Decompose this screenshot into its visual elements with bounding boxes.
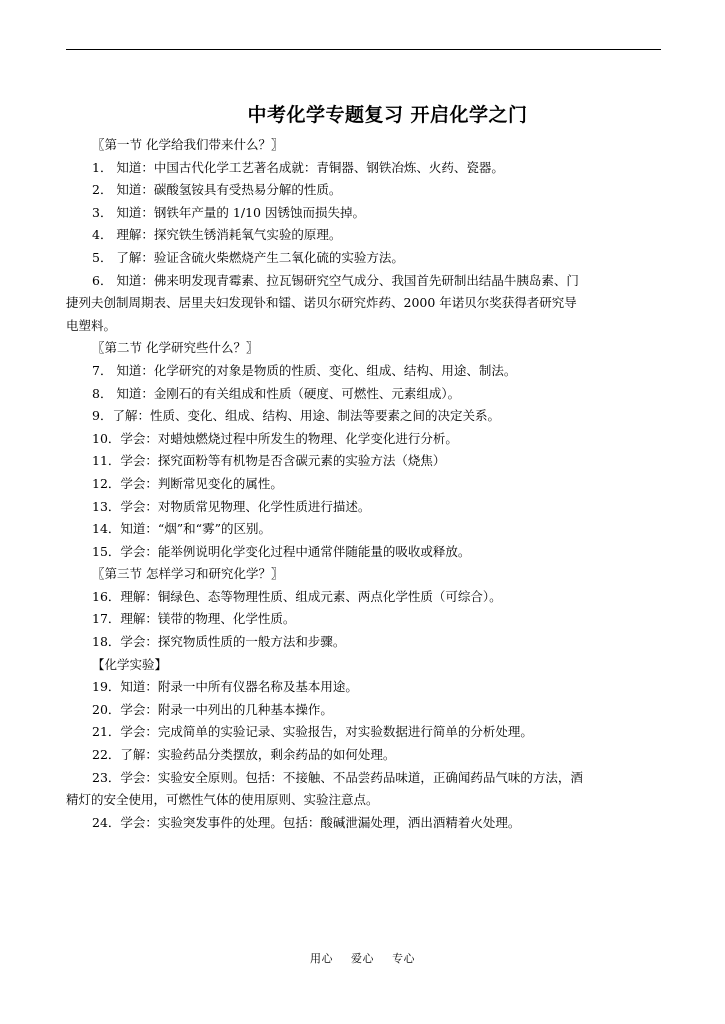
list-item: 24．学会：实验突发事件的处理。包括：酸碱泄漏处理，洒出酒精着火处理。 <box>92 814 521 830</box>
list-item: 23．学会：实验安全原则。包括：不接触、不品尝药品味道，正确闻药品气味的方法，酒 <box>92 769 583 785</box>
list-item: 17．理解：镁带的物理、化学性质。 <box>92 611 296 627</box>
list-item-continuation: 精灯的安全使用，可燃性气体的使用原则、实验注意点。 <box>66 792 379 808</box>
list-item: 5． 了解：验证含硫火柴燃烧产生二氧化硫的实验方法。 <box>92 249 404 265</box>
section-heading-3: 〖第三节 怎样学习和研究化学？〗 <box>92 566 284 582</box>
list-item: 2． 知道：碳酸氢铵具有受热易分解的性质。 <box>92 182 342 198</box>
section-heading-experiment: 【化学实验】 <box>92 656 168 672</box>
list-item: 16．理解：铜绿色、态等物理性质、组成元素、两点化学性质（可综合）。 <box>92 588 502 604</box>
list-item: 3． 知道：钢铁年产量的 1/10 因锈蚀而损失掉。 <box>92 204 365 220</box>
list-item: 22．了解：实验药品分类摆放，剩余药品的如何处理。 <box>92 747 396 763</box>
list-item: 19．知道：附录一中所有仪器名称及基本用途。 <box>92 679 358 695</box>
list-item: 18．学会：探究物质性质的一般方法和步骤。 <box>92 634 346 650</box>
list-item: 12．学会：判断常见变化的属性。 <box>92 475 283 491</box>
list-item-continuation: 电塑料。 <box>66 317 117 333</box>
list-item: 13．学会：对物质常见物理、化学性质进行描述。 <box>92 498 371 514</box>
list-item: 6． 知道：佛来明发现青霉素、拉瓦锡研究空气成分、我国首先研制出结晶牛胰岛素、门 <box>92 272 579 288</box>
section-heading-2: 〖第二节 化学研究些什么？〗 <box>92 340 259 356</box>
list-item: 15．学会：能举例说明化学变化过程中通常伴随能量的吸收或释放。 <box>92 543 471 559</box>
list-item: 21．学会：完成简单的实验记录、实验报告，对实验数据进行简单的分析处理。 <box>92 724 533 740</box>
section-heading-1: 〖第一节 化学给我们带来什么？〗 <box>92 137 284 152</box>
page-footer: 用心 爱心 专心 <box>310 952 415 965</box>
header-rule <box>66 49 661 50</box>
list-item: 9．了解：性质、变化、组成、结构、用途、制法等要素之间的决定关系。 <box>92 408 500 424</box>
list-item: 11．学会：探究面粉等有机物是否含碳元素的实验方法（烧焦） <box>92 453 446 469</box>
list-item: 20．学会：附录一中列出的几种基本操作。 <box>92 701 333 717</box>
list-item: 1． 知道：中国古代化学工艺著名成就：青铜器、钢铁冶炼、火药、瓷器。 <box>92 159 504 175</box>
list-item: 14．知道：“烟”和“雾”的区别。 <box>92 521 271 537</box>
list-item: 7． 知道：化学研究的对象是物质的性质、变化、组成、结构、用途、制法。 <box>92 362 517 378</box>
list-item: 4． 理解：探究铁生锈消耗氧气实验的原理。 <box>92 227 342 243</box>
page-title: 中考化学专题复习 开启化学之门 <box>247 104 528 126</box>
list-item-continuation: 捷列夫创制周期表、居里夫妇发现钋和镭、诺贝尔研究炸药、2000 年诺贝尔奖获得者研究导 <box>66 295 577 311</box>
list-item: 10．学会：对蜡烛燃烧过程中所发生的物理、化学变化进行分析。 <box>92 430 458 446</box>
list-item: 8． 知道：金刚石的有关组成和性质（硬度、可燃性、元素组成）。 <box>92 385 461 401</box>
document-body <box>66 134 664 834</box>
